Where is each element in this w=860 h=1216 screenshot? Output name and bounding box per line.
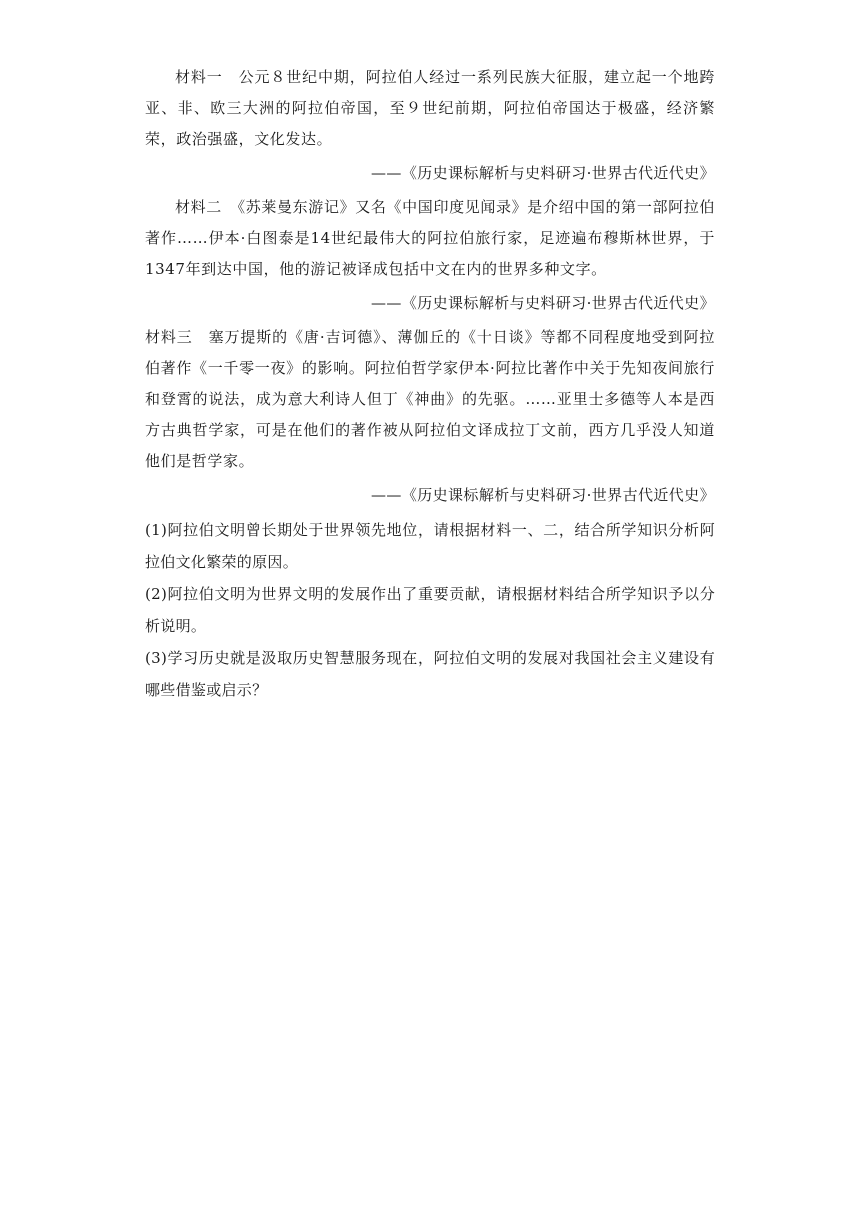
- question-two: (2)阿拉伯文明为世界文明的发展作出了重要贡献，请根据材料结合所学知识予以分析说明。: [145, 585, 715, 635]
- question-one: (1)阿拉伯文明曾长期处于世界领先地位，请根据材料一、二，结合所学知识分析阿拉伯文化繁荣的原因。: [145, 521, 715, 571]
- material-two-paragraph: 材料二 《苏莱曼东游记》又名《中国印度见闻录》是介绍中国的第一部阿拉伯著作……伊本·白图泰是14世纪最伟大的阿拉伯旅行家，足迹遍布穆斯林世界，于1347年到达中国，他的游记被译成包括中文在内的世界多种文字。: [145, 198, 715, 278]
- material-one-source: ——《历史课标解析与史料研习·世界古代近代史》: [371, 164, 715, 182]
- material-one-paragraph: 材料一 公元８世纪中期，阿拉伯人经过一系列民族大征服，建立起一个地跨亚、非、欧三大洲的阿拉伯帝国，至９世纪前期，阿拉伯帝国达于极盛，经济繁荣，政治强盛，文化发达。: [145, 68, 715, 148]
- document-page: [145, 62, 715, 706]
- material-two-source: ——《历史课标解析与史料研习·世界古代近代史》: [371, 294, 715, 312]
- material-three-source: ——《历史课标解析与史料研习·世界古代近代史》: [371, 486, 715, 504]
- material-three-paragraph: 材料三 塞万提斯的《唐·吉诃德》、薄伽丘的《十日谈》等都不同程度地受到阿拉伯著作《一千零一夜》的影响。阿拉伯哲学家伊本·阿拉比著作中关于先知夜间旅行和登霄的说法，成为意大利诗人但丁《神曲》的先驱。……亚里士多德等人本是西方古典哲学家，可是在他们的著作被从阿拉伯文译成拉丁文前，西方几乎没人知道他们是哲学家。: [145, 328, 715, 470]
- question-three: (3)学习历史就是汲取历史智慧服务现在，阿拉伯文明的发展对我国社会主义建设有哪些借鉴或启示？: [145, 649, 715, 699]
